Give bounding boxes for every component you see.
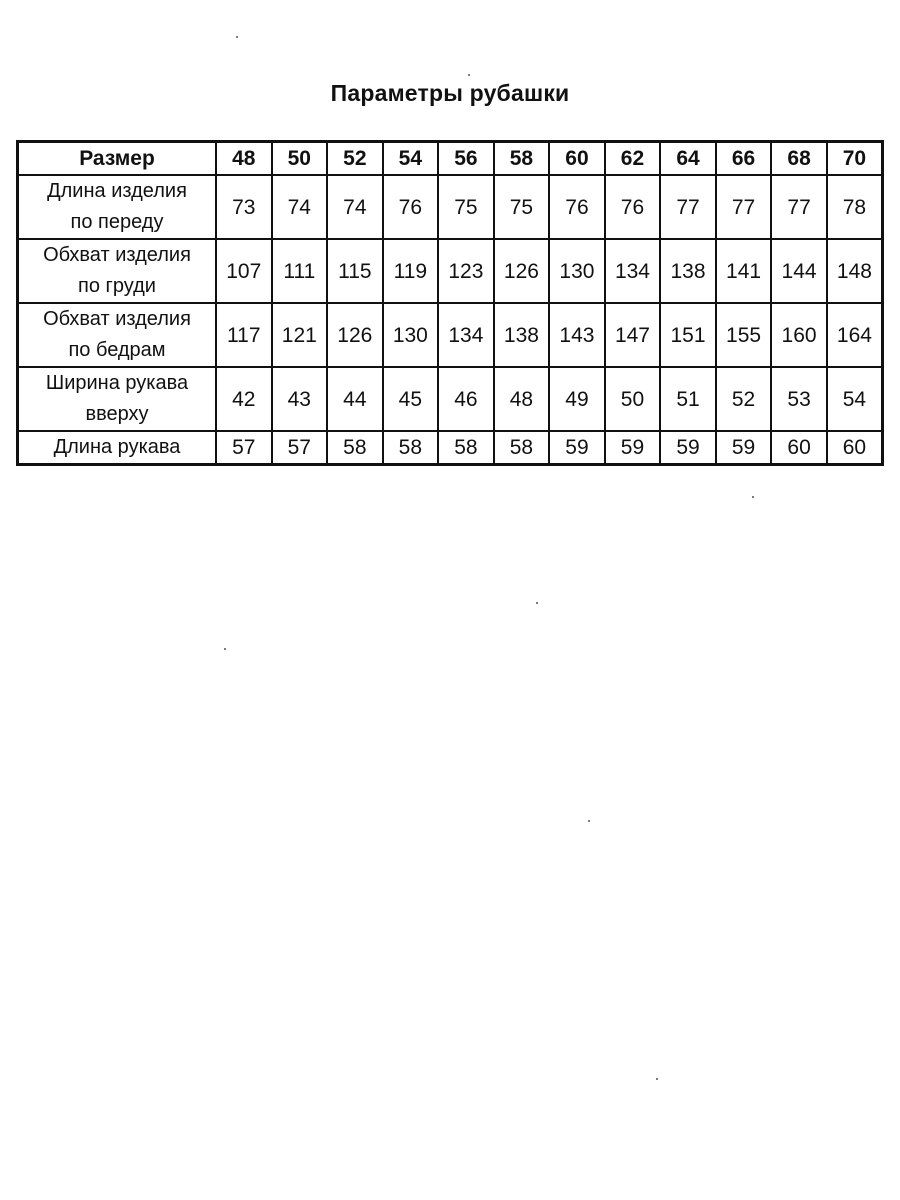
- value-cell: 43: [272, 367, 328, 431]
- value-cell: 138: [494, 303, 550, 367]
- value-cell: 50: [605, 367, 661, 431]
- table-row: [18, 431, 883, 465]
- value-cell: 42: [216, 367, 272, 431]
- value-cell: 115: [327, 239, 383, 303]
- value-cell: 59: [605, 431, 661, 465]
- size-header-cell: 58: [494, 142, 550, 176]
- table-row: [18, 367, 883, 431]
- value-cell: 48: [494, 367, 550, 431]
- value-cell: 77: [716, 175, 772, 239]
- value-cell: 126: [327, 303, 383, 367]
- size-chart-table: [16, 140, 884, 466]
- row-label-cell: Обхват изделия по груди: [18, 239, 217, 303]
- size-header-cell: 48: [216, 142, 272, 176]
- value-cell: 78: [827, 175, 883, 239]
- size-header-cell: 68: [771, 142, 827, 176]
- scan-speck: [588, 820, 590, 822]
- value-cell: 130: [383, 303, 439, 367]
- value-cell: 51: [660, 367, 716, 431]
- value-cell: 121: [272, 303, 328, 367]
- value-cell: 123: [438, 239, 494, 303]
- value-cell: 148: [827, 239, 883, 303]
- row-label-cell: Обхват изделия по бедрам: [18, 303, 217, 367]
- value-cell: 57: [272, 431, 328, 465]
- value-cell: 59: [716, 431, 772, 465]
- value-cell: 58: [438, 431, 494, 465]
- value-cell: 52: [716, 367, 772, 431]
- value-cell: 46: [438, 367, 494, 431]
- row-label-cell: Длина изделия по переду: [18, 175, 217, 239]
- value-cell: 75: [494, 175, 550, 239]
- value-cell: 119: [383, 239, 439, 303]
- header-label-cell: Размер: [18, 142, 217, 176]
- value-cell: 45: [383, 367, 439, 431]
- value-cell: 54: [827, 367, 883, 431]
- value-cell: 53: [771, 367, 827, 431]
- size-header-cell: 56: [438, 142, 494, 176]
- size-header-cell: 60: [549, 142, 605, 176]
- value-cell: 111: [272, 239, 328, 303]
- value-cell: 74: [272, 175, 328, 239]
- scan-speck: [236, 36, 238, 38]
- value-cell: 77: [771, 175, 827, 239]
- value-cell: 60: [771, 431, 827, 465]
- row-label-cell: Длина рукава: [18, 431, 217, 465]
- size-header-cell: 52: [327, 142, 383, 176]
- value-cell: 75: [438, 175, 494, 239]
- value-cell: 138: [660, 239, 716, 303]
- value-cell: 147: [605, 303, 661, 367]
- value-cell: 59: [660, 431, 716, 465]
- value-cell: 58: [494, 431, 550, 465]
- value-cell: 77: [660, 175, 716, 239]
- value-cell: 57: [216, 431, 272, 465]
- table-row: [18, 303, 883, 367]
- scan-speck: [536, 602, 538, 604]
- value-cell: 58: [327, 431, 383, 465]
- value-cell: 76: [605, 175, 661, 239]
- value-cell: 76: [383, 175, 439, 239]
- value-cell: 143: [549, 303, 605, 367]
- value-cell: 155: [716, 303, 772, 367]
- value-cell: 107: [216, 239, 272, 303]
- value-cell: 134: [438, 303, 494, 367]
- scan-speck: [224, 648, 226, 650]
- value-cell: 74: [327, 175, 383, 239]
- value-cell: 49: [549, 367, 605, 431]
- value-cell: 60: [827, 431, 883, 465]
- scan-speck: [752, 496, 754, 498]
- value-cell: 58: [383, 431, 439, 465]
- size-header-cell: 70: [827, 142, 883, 176]
- size-header-cell: 54: [383, 142, 439, 176]
- size-header-cell: 64: [660, 142, 716, 176]
- value-cell: 126: [494, 239, 550, 303]
- value-cell: 164: [827, 303, 883, 367]
- value-cell: 160: [771, 303, 827, 367]
- value-cell: 130: [549, 239, 605, 303]
- table-row: [18, 175, 883, 239]
- value-cell: 76: [549, 175, 605, 239]
- size-header-cell: 66: [716, 142, 772, 176]
- size-header-cell: 50: [272, 142, 328, 176]
- page-title: Параметры рубашки: [330, 80, 570, 106]
- value-cell: 151: [660, 303, 716, 367]
- value-cell: 141: [716, 239, 772, 303]
- value-cell: 44: [327, 367, 383, 431]
- size-header-cell: 62: [605, 142, 661, 176]
- value-cell: 144: [771, 239, 827, 303]
- scan-speck: [468, 74, 470, 76]
- row-label-cell: Ширина рукава вверху: [18, 367, 217, 431]
- value-cell: 73: [216, 175, 272, 239]
- value-cell: 59: [549, 431, 605, 465]
- table-row: [18, 239, 883, 303]
- scan-speck: [656, 1078, 658, 1080]
- table-header-row: [18, 142, 883, 176]
- value-cell: 134: [605, 239, 661, 303]
- value-cell: 117: [216, 303, 272, 367]
